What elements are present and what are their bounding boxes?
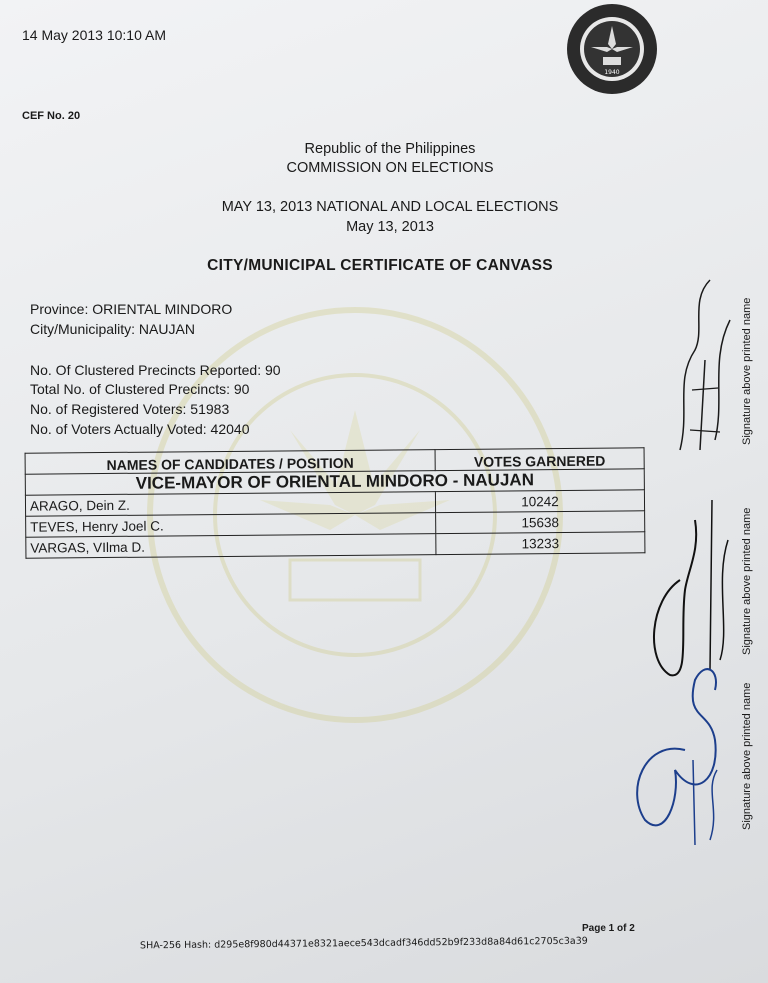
signature-label-3: Signature above printed name <box>741 682 753 830</box>
election-name: MAY 13, 2013 NATIONAL AND LOCAL ELECTIONS <box>221 199 559 215</box>
candidate-name: ARAGO, Dein Z. <box>25 492 435 517</box>
col-votes-header: VOTES GARNERED <box>435 448 644 471</box>
election-date: May 13, 2013 <box>346 219 434 235</box>
signature-3 <box>625 650 735 850</box>
seal-year: 1940 <box>604 69 620 76</box>
voters-voted: No. of Voters Actually Voted: 42040 <box>30 421 250 437</box>
candidate-votes: 10242 <box>435 490 644 513</box>
print-timestamp: 14 May 2013 10:10 AM <box>22 27 166 43</box>
comelec-seal-icon <box>565 2 659 96</box>
commission-heading: COMMISSION ON ELECTIONS <box>286 160 494 176</box>
col-names-header: NAMES OF CANDIDATES / POSITION <box>25 450 435 475</box>
candidate-name: VARGAS, VIlma D. <box>26 534 436 559</box>
city-municipality: City/Municipality: NAUJAN <box>30 321 195 337</box>
province: Province: ORIENTAL MINDORO <box>30 301 233 317</box>
precincts-total: Total No. of Clustered Precincts: 90 <box>30 381 250 397</box>
signature-label-2: Signature above printed name <box>741 507 753 655</box>
results-table <box>25 447 646 558</box>
cef-number: CEF No. 20 <box>22 110 81 122</box>
candidate-votes: 13233 <box>436 532 645 555</box>
position-title: VICE-MAYOR OF ORIENTAL MINDORO - NAUJAN <box>25 469 644 495</box>
page-number: Page 1 of 2 <box>582 923 635 934</box>
candidate-name: TEVES, Henry Joel C. <box>26 513 436 538</box>
candidate-votes: 15638 <box>436 511 645 534</box>
sha256-hash: SHA-256 Hash: d295e8f980d44371e8321aece543dcadf346dd52b9f233d8a84d61c2705c3a39 <box>139 935 588 952</box>
signature-label-1: Signature above printed name <box>741 297 753 445</box>
certificate-title: CITY/MUNICIPAL CERTIFICATE OF CANVASS <box>207 257 553 274</box>
signature-1 <box>670 260 740 460</box>
republic-heading: Republic of the Philippines <box>304 141 476 157</box>
registered-voters: No. of Registered Voters: 51983 <box>30 401 230 417</box>
precincts-reported: No. Of Clustered Precincts Reported: 90 <box>30 362 281 378</box>
